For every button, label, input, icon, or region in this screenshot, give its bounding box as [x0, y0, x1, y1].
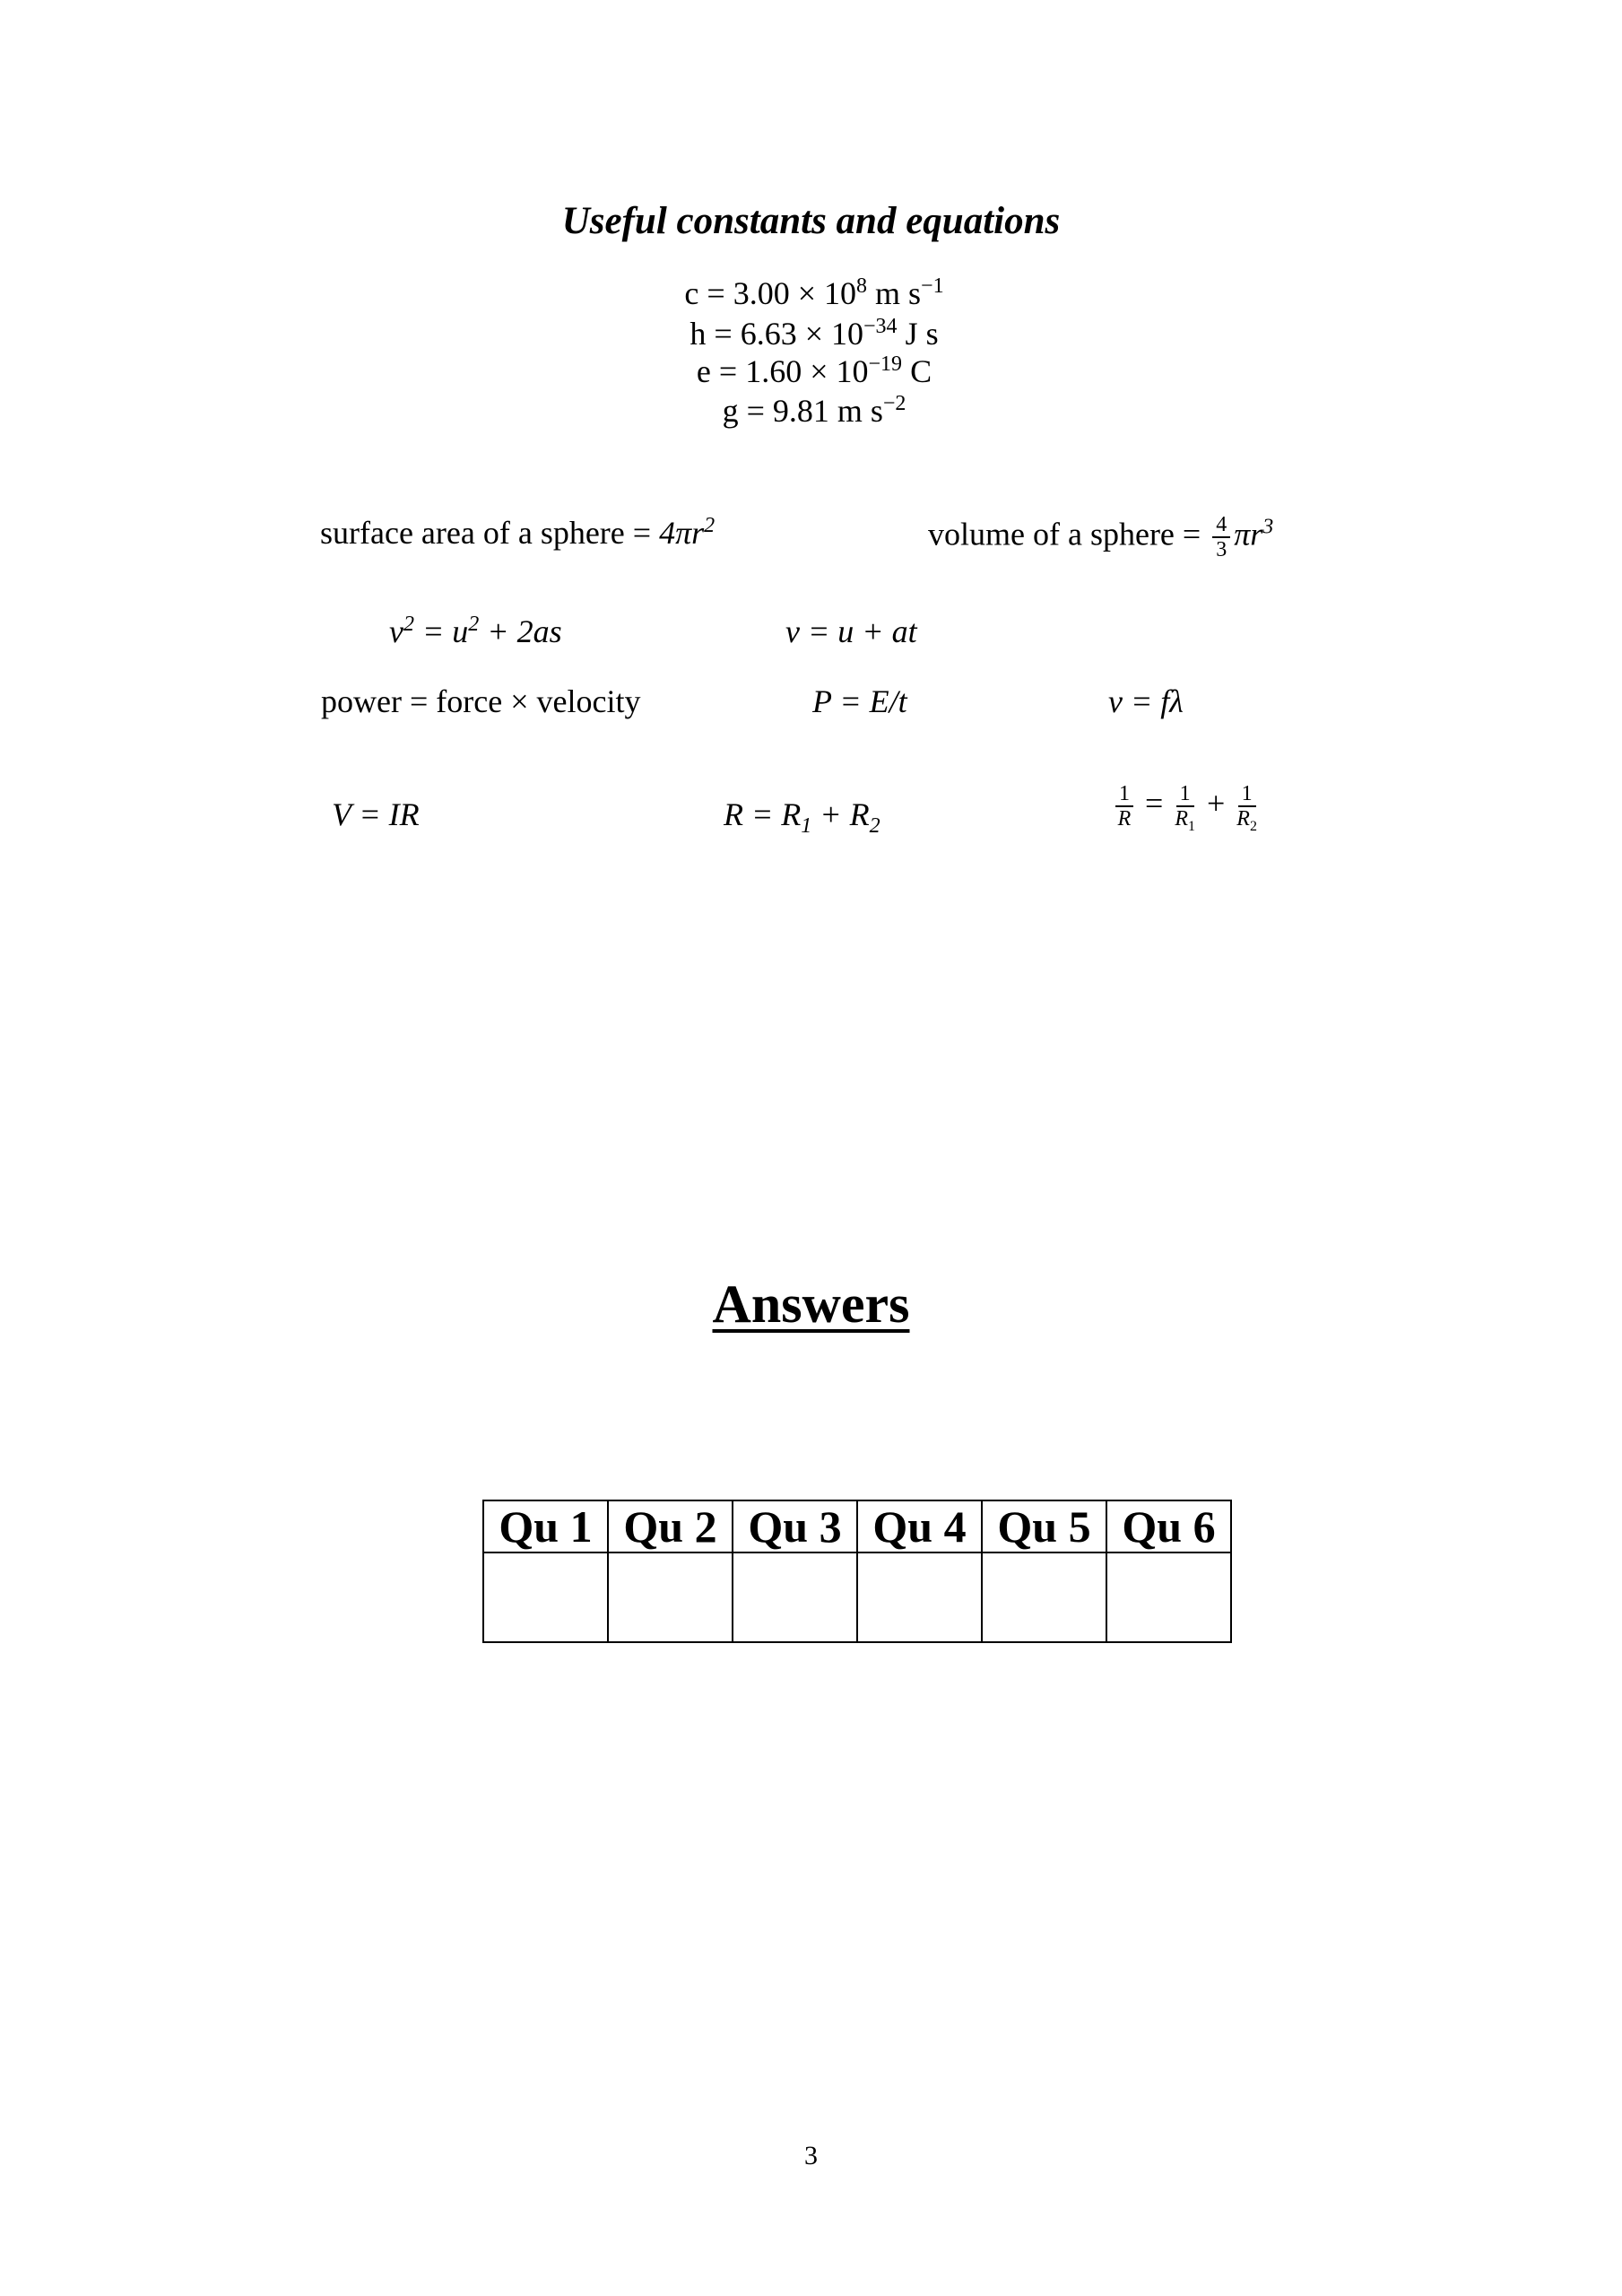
- column-header: Qu 1: [483, 1500, 608, 1552]
- constant-c: [0, 274, 1622, 313]
- term: v: [389, 613, 403, 649]
- term: = u: [413, 613, 469, 649]
- constant-text: h = 6.63 × 10: [690, 316, 864, 352]
- answers-table: [482, 1500, 1232, 1643]
- expr: πr: [1234, 516, 1263, 552]
- fraction: [1115, 782, 1133, 831]
- constant-g: [0, 391, 1622, 430]
- constant-text: c = 3.00 × 10: [684, 275, 857, 311]
- unit: C: [902, 353, 932, 389]
- plus: +: [1206, 785, 1226, 822]
- exponent: 2: [468, 613, 480, 636]
- denominator: 3: [1216, 538, 1227, 561]
- column-header: Qu 4: [857, 1500, 982, 1552]
- column-header: Qu 5: [982, 1500, 1106, 1552]
- page-title: Useful constants and equations: [561, 200, 1061, 242]
- equals: =: [1145, 785, 1164, 822]
- subscript: 2: [869, 814, 880, 839]
- column-header: Qu 6: [1106, 1500, 1231, 1552]
- answer-cell-1[interactable]: [483, 1552, 608, 1642]
- subscript: 1: [801, 814, 812, 839]
- suvat-equation-2: v = u + at: [785, 613, 917, 649]
- denominator: [1236, 807, 1257, 834]
- constant-h: [0, 314, 1622, 353]
- wave-equation: v = fλ: [1108, 683, 1184, 719]
- fraction: [1212, 513, 1230, 561]
- fraction: [1175, 782, 1195, 834]
- r: R: [1175, 807, 1188, 831]
- subscript: 1: [1187, 818, 1195, 834]
- column-header: Qu 2: [608, 1500, 733, 1552]
- numerator: 1: [1176, 782, 1194, 807]
- term: + 2as: [479, 613, 562, 649]
- term: R = R: [724, 796, 802, 832]
- term: + R: [811, 796, 870, 832]
- fraction: [1236, 782, 1257, 834]
- exponent: −2: [882, 392, 906, 415]
- answer-cell-5[interactable]: [982, 1552, 1106, 1642]
- power-energy-equation: P = E/t: [812, 683, 907, 719]
- label: surface area of a sphere =: [320, 515, 660, 551]
- expr: 4πr: [659, 515, 705, 551]
- numerator: 1: [1238, 782, 1256, 807]
- numerator: 1: [1115, 782, 1133, 807]
- answers-heading: Answers: [712, 1274, 910, 1334]
- parallel-resistance-equation: [1112, 782, 1261, 834]
- unit: m s: [867, 275, 922, 311]
- suvat-equation-1: [389, 612, 562, 651]
- exponent: 2: [704, 514, 716, 537]
- exponent: 8: [856, 274, 868, 298]
- denominator: [1175, 807, 1195, 834]
- column-header: Qu 3: [733, 1500, 857, 1552]
- surface-area-equation: [320, 513, 715, 552]
- constant-text: e = 1.60 × 10: [696, 353, 869, 389]
- label: volume of a sphere =: [928, 516, 1210, 552]
- series-resistance-equation: [724, 795, 880, 839]
- exponent: −34: [863, 315, 898, 338]
- exponent: −19: [868, 352, 903, 376]
- exponent: 3: [1262, 515, 1274, 539]
- answer-cell-2[interactable]: [608, 1552, 733, 1642]
- unit: J s: [897, 316, 939, 352]
- exponent: 2: [403, 613, 414, 636]
- r: R: [1236, 807, 1250, 831]
- ohms-law-equation: V = IR: [332, 796, 420, 832]
- answer-row: [483, 1552, 1231, 1642]
- exponent: −1: [921, 274, 944, 298]
- answer-cell-6[interactable]: [1106, 1552, 1231, 1642]
- power-equation: power = force × velocity: [321, 683, 641, 719]
- subscript: 2: [1249, 818, 1257, 834]
- table-header-row: [483, 1500, 1231, 1552]
- constant-text: g = 9.81 m s: [722, 393, 883, 429]
- volume-equation: [928, 513, 1273, 561]
- answer-cell-4[interactable]: [857, 1552, 982, 1642]
- denominator: R: [1117, 807, 1132, 831]
- answer-cell-3[interactable]: [733, 1552, 857, 1642]
- constant-e: [0, 352, 1622, 391]
- page-number: 3: [804, 2141, 818, 2170]
- numerator: 4: [1212, 513, 1230, 538]
